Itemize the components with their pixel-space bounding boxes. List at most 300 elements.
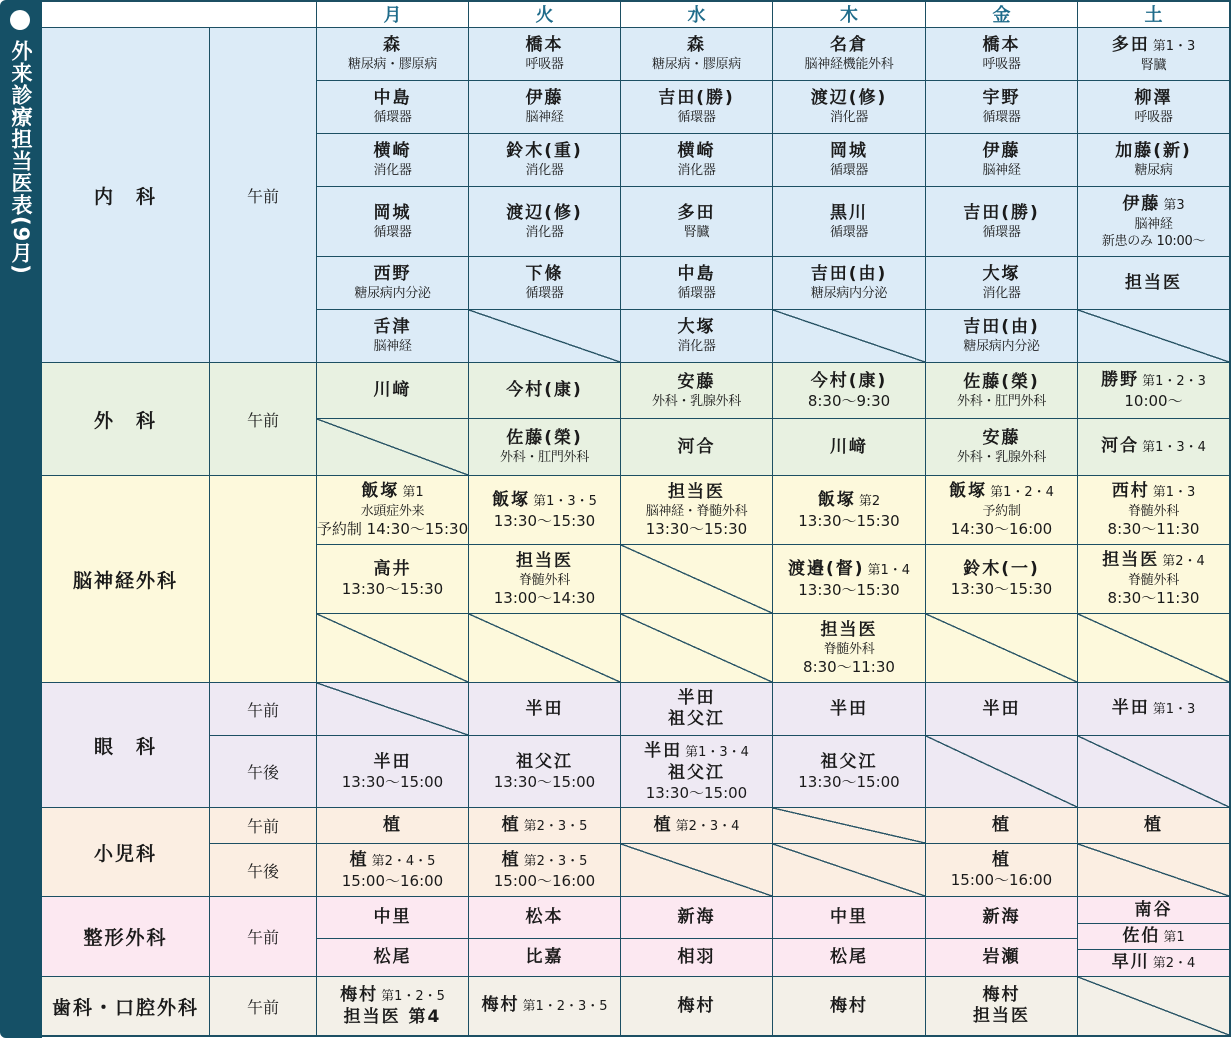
schedule-cell <box>926 28 1078 81</box>
doctor-name: 川﨑 <box>373 380 412 400</box>
week-note: 第2 <box>858 493 881 509</box>
doctor-name-line <box>983 699 1021 720</box>
schedule-cell <box>621 683 773 736</box>
schedule-cell <box>317 257 469 310</box>
doctor-name: 早川 <box>1111 952 1150 972</box>
day-header-5 <box>1078 0 1230 28</box>
doctor-name-line <box>678 688 716 709</box>
session-label: 午前 <box>246 817 279 836</box>
empty-cell <box>773 808 926 844</box>
doctor-name-line <box>687 35 706 56</box>
day-label: 火 <box>535 4 554 26</box>
session-label: 午前 <box>246 186 279 206</box>
specialty-label: 消化器 <box>677 163 716 178</box>
session-label: 午前 <box>246 700 279 720</box>
doctor-name: 植 <box>501 849 521 870</box>
doctor-name: 梅村 <box>340 984 379 1005</box>
doctor-name-line <box>374 317 412 338</box>
doctor-name-line <box>374 88 412 109</box>
specialty-label: 循環器 <box>677 110 716 125</box>
schedule-cell <box>926 844 1078 897</box>
doctor-name-line <box>481 995 607 1017</box>
schedule-cell <box>469 808 621 844</box>
doctor-name-line <box>644 741 749 763</box>
schedule-cell <box>621 939 773 977</box>
doctor-name: 南谷 <box>1134 899 1173 920</box>
schedule-cell <box>1078 257 1230 310</box>
doctor-name: 川﨑 <box>830 436 868 457</box>
department-1 <box>42 363 210 476</box>
day-header-4 <box>926 0 1078 28</box>
doctor-name: 祖父江 <box>820 751 878 772</box>
schedule-cell <box>1078 134 1230 187</box>
doctor-name-line <box>1115 141 1192 162</box>
doctor-name: 中島 <box>677 264 716 284</box>
specialty-label: 糖尿病・膠原病 <box>652 57 741 72</box>
doctor-name-line <box>963 559 1040 580</box>
schedule-cell <box>317 476 469 545</box>
doctor-name: 下條 <box>525 264 564 284</box>
doctor-name-line <box>502 850 588 872</box>
doctor-name: 植 <box>383 815 402 835</box>
doctor-name-line <box>811 88 888 109</box>
specialty-label: 糖尿病内分泌 <box>354 286 431 301</box>
schedule-cell <box>926 939 1078 977</box>
week-note: 第1・3・5 <box>533 493 597 509</box>
doctor-name-line <box>1144 815 1163 836</box>
doctor-name: 河合 <box>1101 436 1140 456</box>
doctor-name: 梅村 <box>830 995 868 1016</box>
specialty-label: 循環器 <box>373 110 412 125</box>
schedule-cell <box>621 134 773 187</box>
doctor-name-line <box>983 947 1021 968</box>
doctor-name: 加藤(新) <box>1115 141 1192 161</box>
doctor-name-line <box>678 264 716 285</box>
schedule-cell <box>621 310 773 363</box>
doctor-name-line <box>374 907 412 928</box>
doctor-name-line <box>383 35 402 56</box>
schedule-cell <box>773 614 926 683</box>
doctor-name: 半田 <box>525 698 564 719</box>
doctor-name-line <box>830 35 868 56</box>
doctor-name-line <box>949 481 1054 503</box>
schedule-cell <box>773 476 926 545</box>
schedule-cell <box>317 81 469 134</box>
time-label: 13:30〜15:30 <box>798 511 900 530</box>
session-cell <box>210 897 317 977</box>
specialty-label: 腎臓 <box>683 224 710 240</box>
doctor-name-line <box>983 141 1021 162</box>
week-note: 第1 <box>402 485 424 500</box>
schedule-cell <box>773 363 926 419</box>
doctor-name: 半田 <box>830 698 868 719</box>
doctor-name-line <box>830 141 868 162</box>
schedule-cell <box>926 897 1078 939</box>
doctor-name: 橋本 <box>525 35 564 55</box>
doctor-name: 植 <box>349 849 369 870</box>
doctor-name-line <box>654 815 740 837</box>
empty-cell <box>1078 614 1230 683</box>
schedule-cell <box>1078 545 1230 614</box>
time-label: 15:00〜16:00 <box>493 871 596 890</box>
doctor-name-line <box>983 88 1021 109</box>
empty-cell <box>926 614 1078 683</box>
doctor-name-line <box>374 141 412 162</box>
department-name: 外 科 <box>93 409 157 432</box>
doctor-name-line <box>1122 194 1184 216</box>
doctor-name: 西野 <box>373 264 412 284</box>
week-note: 第1・3 <box>1152 485 1196 500</box>
time-label: 13:30〜15:00 <box>645 783 748 802</box>
doctor-name-secondary: 祖父江 <box>668 709 725 729</box>
doctor-name-line <box>374 264 412 285</box>
doctor-name: 多田 <box>677 202 716 223</box>
specialty-label: 脳神経・脊髄外科 <box>645 503 748 519</box>
specialty-label: 脊髄外科 <box>1128 573 1179 588</box>
doctor-name: 梅村 <box>982 985 1021 1005</box>
schedule-cell <box>469 939 621 977</box>
schedule-cell <box>926 257 1078 310</box>
session-cell <box>210 736 317 808</box>
schedule-cell <box>317 939 469 977</box>
doctor-name: 横崎 <box>677 141 716 161</box>
doctor-name: 植 <box>992 815 1011 835</box>
doctor-name: 森 <box>687 35 706 55</box>
day-label: 金 <box>992 4 1011 26</box>
doctor-name: 植 <box>992 850 1011 870</box>
time-label: 13:30〜15:00 <box>493 772 596 791</box>
specialty-label: 外科・乳腺外科 <box>652 393 741 409</box>
doctor-name: 宇野 <box>982 88 1021 108</box>
doctor-name-line <box>678 437 716 458</box>
schedule-cell <box>1078 924 1230 950</box>
time-label: 10:00〜 <box>1124 392 1183 410</box>
doctor-name-line <box>983 985 1021 1006</box>
schedule-cell <box>773 419 926 476</box>
week-note: 第1・3 <box>1152 38 1196 54</box>
week-note: 第1・2・4 <box>990 485 1054 500</box>
time-label: 13:30〜15:00 <box>341 772 444 791</box>
doctor-name-line <box>830 437 868 458</box>
doctor-name: 佐藤(榮) <box>506 428 583 448</box>
empty-cell <box>621 844 773 897</box>
schedule-cell <box>469 187 621 257</box>
doctor-name-line <box>526 907 564 928</box>
doctor-name: 岩瀬 <box>982 947 1021 967</box>
week-note: 第2・4・5 <box>371 853 436 869</box>
specialty-label: 循環器 <box>982 224 1021 240</box>
department-4 <box>42 808 210 897</box>
schedule-cell <box>926 476 1078 545</box>
time-label: 8:30〜11:30 <box>1107 589 1200 607</box>
schedule-cell <box>621 476 773 545</box>
doctor-name-secondary: 担当医 第4 <box>343 1006 442 1027</box>
doctor-name: 岡城 <box>373 202 412 223</box>
specialty-label: 消化器 <box>525 224 564 240</box>
time-label: 13:30〜15:30 <box>950 580 1053 598</box>
schedule-cell <box>469 977 621 1036</box>
schedule-cell <box>317 844 469 897</box>
empty-cell <box>773 310 926 363</box>
specialty-label: 脊髄外科 <box>823 641 875 657</box>
doctor-name: 担当医 <box>668 481 725 502</box>
session-label: 午前 <box>246 410 279 430</box>
doctor-name: 伊藤 <box>982 141 1021 161</box>
doctor-name: 担当医 <box>1102 550 1160 570</box>
week-note: 第1・2・3・5 <box>522 999 608 1014</box>
doctor-name-line <box>678 203 716 224</box>
department-name: 整形外科 <box>83 927 168 949</box>
time-label: 13:30〜15:30 <box>341 580 444 598</box>
schedule-cell <box>1078 950 1230 977</box>
doctor-name-line <box>811 264 888 285</box>
doctor-name: 担当医 <box>820 619 878 640</box>
department-name: 小児科 <box>93 842 157 865</box>
department-name: 脳神経外科 <box>72 569 178 592</box>
day-label: 月 <box>383 4 402 26</box>
specialty-label: 新患のみ 10:00〜 <box>1101 233 1206 249</box>
specialty-label: 循環器 <box>677 286 716 301</box>
schedule-cell <box>469 28 621 81</box>
week-note: 第2・4 <box>1162 554 1205 569</box>
specialty-label: 消化器 <box>982 286 1021 301</box>
doctor-name: 中里 <box>373 907 412 927</box>
week-note: 第2・3・4 <box>675 818 740 834</box>
schedule-cell <box>1078 81 1230 134</box>
doctor-name: 飯塚 <box>949 481 988 501</box>
week-note: 第2・3・5 <box>523 853 588 869</box>
doctor-name-line <box>678 141 716 162</box>
schedule-cell <box>926 545 1078 614</box>
doctor-name-line <box>350 850 436 872</box>
schedule-cell <box>1078 683 1230 736</box>
day-label: 水 <box>687 4 706 26</box>
specialty-label: 呼吸器 <box>982 57 1021 72</box>
schedule-cell <box>317 187 469 257</box>
doctor-name-line <box>374 947 412 968</box>
schedule-cell <box>621 897 773 939</box>
schedule-cell <box>621 977 773 1036</box>
schedule-cell <box>773 28 926 81</box>
schedule-cell <box>926 310 1078 363</box>
department-6 <box>42 977 210 1036</box>
schedule-cell <box>317 28 469 81</box>
week-note: 第1・3 <box>1152 702 1196 717</box>
schedule-cell <box>1078 476 1230 545</box>
doctor-name-line <box>1112 952 1196 974</box>
doctor-name-line <box>516 551 573 572</box>
doctor-name: 比嘉 <box>525 947 564 967</box>
schedule-cell <box>469 134 621 187</box>
time-label: 13:00〜14:30 <box>493 588 596 607</box>
doctor-name-line <box>506 428 583 449</box>
doctor-name: 相羽 <box>677 947 716 967</box>
schedule-cell <box>469 419 621 476</box>
doctor-name: 大塚 <box>982 264 1021 284</box>
session-cell <box>210 808 317 844</box>
specialty-label: 消化器 <box>677 339 716 354</box>
schedule-cell <box>621 736 773 808</box>
doctor-name: 安藤 <box>982 428 1021 448</box>
doctor-name-line <box>821 620 878 641</box>
schedule-cell <box>773 683 926 736</box>
schedule-cell <box>1078 419 1230 476</box>
specialty-label: 循環器 <box>829 224 869 240</box>
empty-cell <box>1078 844 1230 897</box>
doctor-name-line <box>374 752 412 773</box>
specialty-label: 脳神経 <box>1134 216 1173 232</box>
doctor-name: 担当医 <box>516 550 573 571</box>
schedule-cell <box>926 363 1078 419</box>
doctor-name: 森 <box>383 35 402 55</box>
doctor-name-line <box>983 907 1021 928</box>
doctor-name-line <box>526 699 564 720</box>
doctor-name: 渡邉(督) <box>787 558 865 579</box>
schedule-cell <box>469 545 621 614</box>
schedule-cell <box>926 187 1078 257</box>
doctor-name-line <box>983 428 1021 449</box>
day-header-3 <box>773 0 926 28</box>
department-3 <box>42 683 210 808</box>
empty-cell <box>773 844 926 897</box>
doctor-name: 半田 <box>982 698 1021 719</box>
doctor-name: 黒川 <box>830 202 868 223</box>
specialty-label: 脳神経 <box>373 339 412 354</box>
specialty-label: 呼吸器 <box>1134 110 1173 125</box>
doctor-name: 新海 <box>677 907 716 927</box>
doctor-name: 橋本 <box>982 35 1021 55</box>
session-cell <box>210 363 317 476</box>
page-title: 外来診療担当医表(9月) <box>9 40 33 275</box>
doctor-name-line <box>678 317 716 338</box>
doctor-name: 担当医 <box>1125 272 1182 293</box>
doctor-name-line <box>1112 698 1196 720</box>
doctor-name-line <box>963 203 1040 224</box>
schedule-cell <box>317 545 469 614</box>
doctor-name-line <box>516 752 573 773</box>
empty-cell <box>317 419 469 476</box>
doctor-name: 渡辺(修) <box>506 202 583 223</box>
doctor-name: 植 <box>501 814 521 835</box>
empty-cell <box>621 545 773 614</box>
doctor-name-secondary: 祖父江 <box>668 762 725 783</box>
specialty-label: 循環器 <box>373 224 412 240</box>
session-label: 午前 <box>246 928 279 947</box>
doctor-name: 佐藤(榮) <box>963 371 1040 392</box>
week-note: 第1・3・4 <box>685 744 749 760</box>
schedule-cell <box>317 363 469 419</box>
doctor-name: 植 <box>653 814 673 835</box>
doctor-name: 吉田(勝) <box>658 88 735 108</box>
day-header-1 <box>469 0 621 28</box>
schedule-cell <box>1078 28 1230 81</box>
time-label: 8:30〜11:30 <box>1107 520 1200 538</box>
doctor-name-line <box>506 141 583 162</box>
session-label: 午前 <box>246 997 279 1017</box>
department-5 <box>42 897 210 977</box>
doctor-name: 半田 <box>644 740 683 761</box>
schedule-cell <box>1078 808 1230 844</box>
header-blank <box>42 0 317 28</box>
doctor-name: 伊藤 <box>525 88 564 108</box>
schedule-cell <box>469 363 621 419</box>
session-blank <box>210 476 317 683</box>
specialty-label: 外科・乳腺外科 <box>957 450 1046 465</box>
doctor-name: 中島 <box>373 88 412 108</box>
week-note: 第1・2・3 <box>1142 374 1206 389</box>
schedule-cell <box>773 545 926 614</box>
doctor-name-line <box>992 815 1011 836</box>
specialty-label: 水頭症外来 <box>360 504 425 519</box>
doctor-name-line <box>1112 481 1196 503</box>
specialty-label: 消化器 <box>525 163 564 178</box>
schedule-cell <box>773 736 926 808</box>
schedule-cell <box>317 808 469 844</box>
schedule-cell <box>773 134 926 187</box>
doctor-name-line <box>963 317 1040 338</box>
doctor-name-line <box>526 88 564 109</box>
doctor-name: 今村(康) <box>506 380 583 400</box>
schedule-cell <box>317 977 469 1036</box>
doctor-name-secondary: 担当医 <box>973 1006 1030 1026</box>
schedule-cell <box>773 187 926 257</box>
doctor-name: 松尾 <box>830 947 868 967</box>
doctor-name: 佐伯 <box>1122 925 1161 946</box>
doctor-name: 名倉 <box>830 35 868 55</box>
schedule-cell <box>621 363 773 419</box>
doctor-name: 吉田(由) <box>810 264 888 284</box>
specialty-label: 循環器 <box>525 286 564 301</box>
doctor-name-line <box>374 203 412 224</box>
doctor-name: 柳澤 <box>1134 88 1173 108</box>
doctor-name: 中里 <box>830 907 868 927</box>
doctor-name-line <box>983 35 1021 56</box>
doctor-name: 飯塚 <box>361 481 400 501</box>
doctor-name-line <box>1101 370 1206 392</box>
doctor-name-line <box>668 482 725 503</box>
department-2 <box>42 476 210 683</box>
doctor-name-line <box>506 203 583 224</box>
schedule-cell <box>469 257 621 310</box>
specialty-label: 外科・肛門外科 <box>957 393 1046 409</box>
schedule-cell <box>1078 187 1230 257</box>
doctor-name-line <box>830 203 868 224</box>
week-note: 第1・4 <box>867 562 911 578</box>
department-name: 歯科・口腔外科 <box>51 996 199 1019</box>
time-label: 8:30〜11:30 <box>803 657 895 676</box>
specialty-label: 脳神経 <box>525 110 564 125</box>
doctor-name: 鈴木(重) <box>506 141 583 161</box>
week-note: 第1・3・4 <box>1142 440 1206 455</box>
empty-cell <box>317 614 469 683</box>
schedule-cell <box>469 683 621 736</box>
doctor-name-line <box>1135 900 1173 921</box>
schedule-cell <box>1078 897 1230 924</box>
week-note: 第3 <box>1163 197 1185 213</box>
doctor-name: 梅村 <box>677 995 716 1016</box>
doctor-name: 渡辺(修) <box>810 88 888 108</box>
doctor-name-line <box>1101 436 1206 458</box>
doctor-name: 舌津 <box>373 317 412 337</box>
doctor-name-line <box>492 490 597 512</box>
department-0 <box>42 28 210 363</box>
session-cell <box>210 683 317 736</box>
doctor-name-line <box>830 947 868 968</box>
doctor-name: 新海 <box>982 907 1021 927</box>
session-cell <box>210 28 317 363</box>
schedule-cell <box>317 310 469 363</box>
doctor-name-line <box>383 815 402 836</box>
